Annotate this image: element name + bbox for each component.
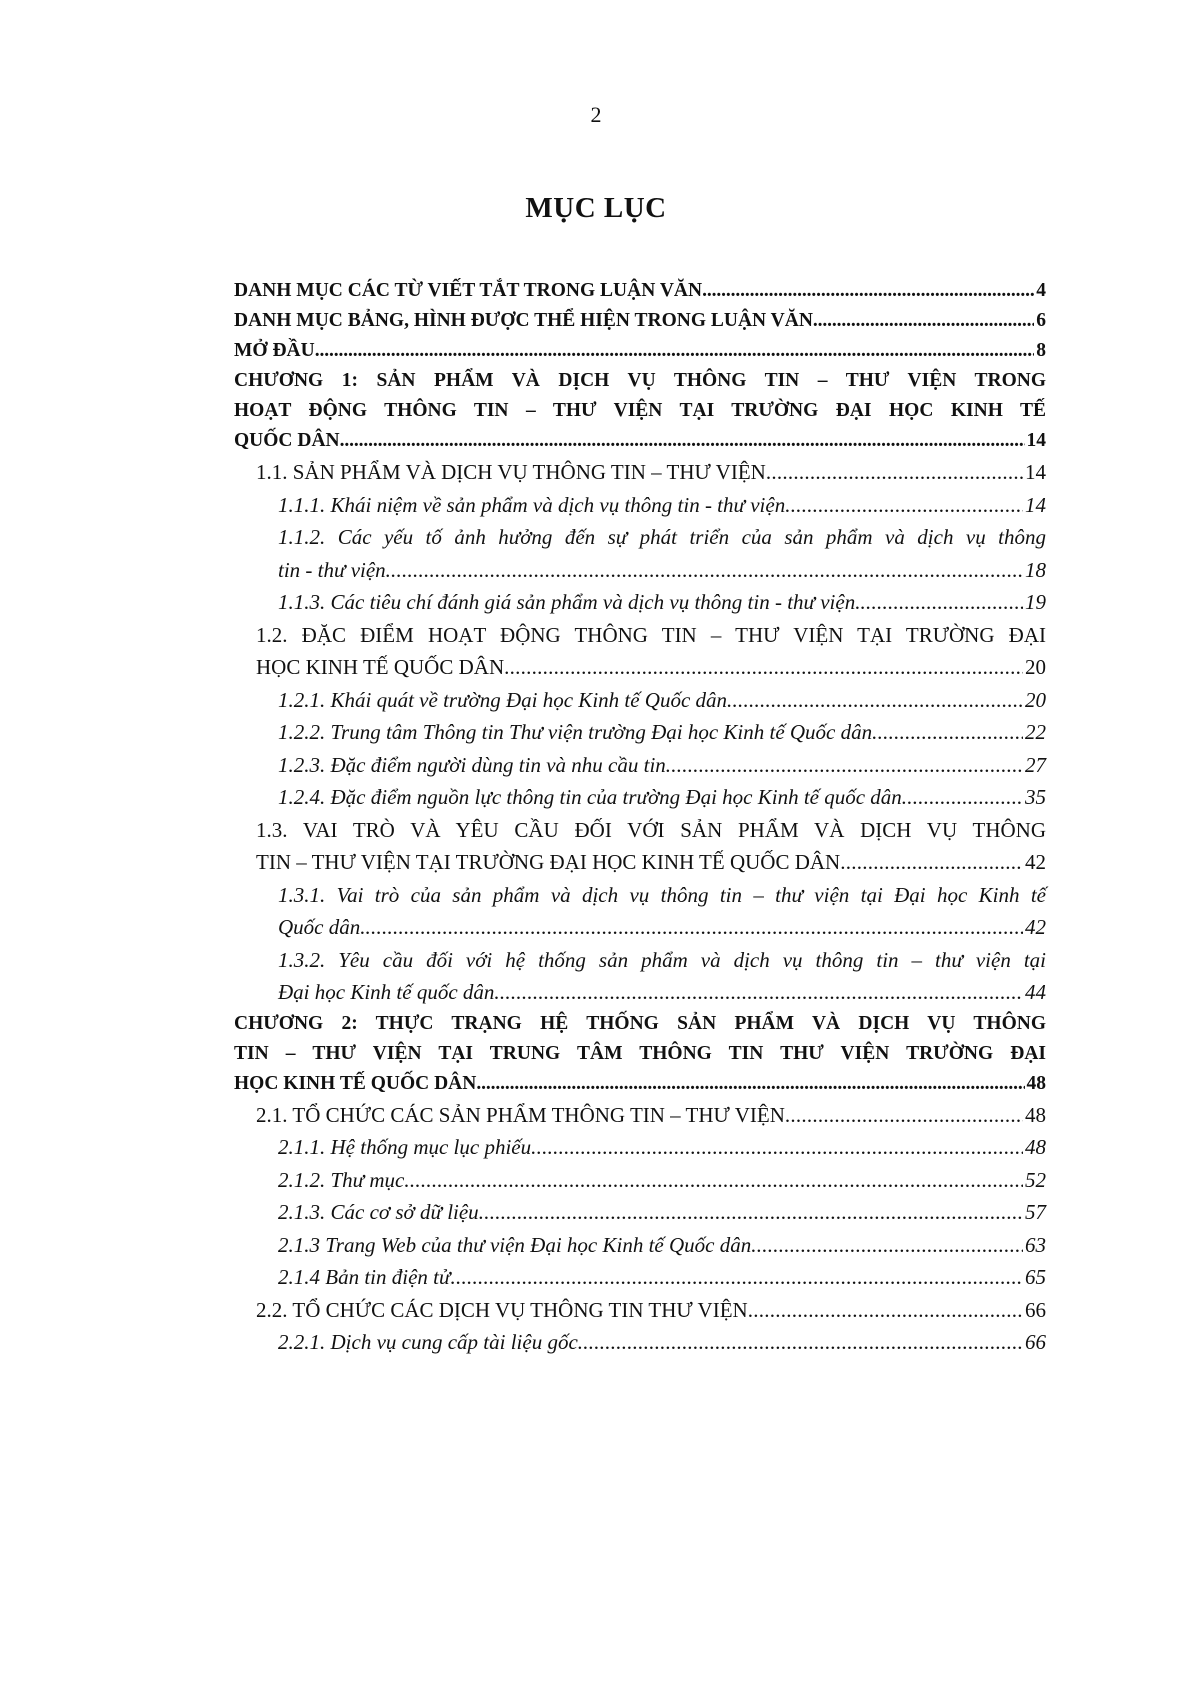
toc-entry[interactable] — [234, 489, 1046, 522]
dot-leader — [315, 336, 1035, 366]
toc-entry-page: 42 — [1025, 915, 1046, 939]
dot-leader — [578, 1326, 1023, 1359]
toc-entry-title: 1.2.3. Đặc điểm người dùng tin và nhu cầu tin — [278, 752, 666, 777]
dot-leader — [902, 781, 1023, 814]
toc-entry-page: 20 — [1025, 655, 1046, 679]
toc-entry-title: TIN – THƯ VIỆN TẠI TRƯỜNG ĐẠI HỌC KINH TẾ QUỐC DÂN — [256, 850, 841, 874]
toc-entry-last-line — [278, 1131, 1046, 1164]
toc-entry-last-line — [278, 489, 1046, 522]
toc-entry-page: 4 — [1036, 280, 1046, 301]
toc-entry[interactable] — [234, 749, 1046, 782]
toc-entry-page: 66 — [1025, 1330, 1046, 1354]
dot-leader — [404, 1164, 1023, 1197]
toc-entry-page: 14 — [1025, 460, 1046, 484]
toc-entry[interactable] — [234, 1009, 1046, 1099]
dot-leader — [766, 456, 1023, 489]
toc-entry-last-line — [256, 1294, 1046, 1327]
toc-entry[interactable] — [234, 944, 1046, 1009]
toc-entry-page: 27 — [1025, 752, 1046, 777]
toc-entry-title: Đại học Kinh tế quốc dân — [278, 980, 495, 1004]
toc-entry-line: 1.3.1. Vai trò của sản phẩm và dịch vụ thông tin – thư viện tại Đại học Kinh tế — [278, 882, 1046, 907]
toc-entry-last-line — [234, 1069, 1046, 1099]
toc-entry-title: 2.1. TỔ CHỨC CÁC SẢN PHẨM THÔNG TIN – THƯ VIỆN — [256, 1102, 785, 1127]
toc-entry-page: 22 — [1025, 720, 1046, 744]
toc-entry-line: 1.2. ĐẶC ĐIỂM HOẠT ĐỘNG THÔNG TIN – THƯ VIỆN TẠI TRƯỜNG ĐẠI — [256, 622, 1046, 647]
toc-entry[interactable] — [234, 1164, 1046, 1197]
toc-entry-title: 1.2.1. Khái quát về trường Đại học Kinh tế Quốc dân — [278, 687, 728, 712]
dot-leader — [840, 846, 1023, 879]
dot-leader — [727, 684, 1023, 717]
toc-entry[interactable] — [234, 1261, 1046, 1294]
toc-entry-title: DANH MỤC CÁC TỪ VIẾT TẮT TRONG LUẬN VĂN — [234, 280, 703, 301]
toc-entry-last-line — [278, 586, 1046, 619]
toc-entry-last-line — [256, 456, 1046, 489]
dot-leader — [702, 276, 1034, 306]
dot-leader — [479, 1196, 1023, 1229]
toc-entry[interactable] — [234, 456, 1046, 489]
toc-entry-title: 1.1.1. Khái niệm về sản phẩm và dịch vụ thông tin - thư viện — [278, 492, 786, 517]
toc-entry-page: 48 — [1025, 1102, 1046, 1127]
toc-entry-page: 57 — [1025, 1200, 1046, 1224]
toc-title: MỤC LỤC — [525, 192, 667, 224]
dot-leader — [504, 651, 1023, 684]
dot-leader — [391, 554, 1023, 587]
toc-entry-page: 48 — [1026, 1072, 1046, 1094]
toc-entry-line: CHƯƠNG 2: THỰC TRẠNG HỆ THỐNG SẢN PHẨM VÀ DỊCH VỤ THÔNG — [234, 1012, 1046, 1034]
toc-entry-last-line — [278, 716, 1046, 749]
toc-entry-last-line — [234, 336, 1046, 366]
toc-entry-title: HỌC KINH TẾ QUỐC DÂN — [234, 1072, 477, 1094]
toc-entry-last-line — [278, 1326, 1046, 1359]
toc-entry[interactable] — [234, 1326, 1046, 1359]
dot-leader — [494, 976, 1023, 1009]
page-number: 2 — [590, 102, 602, 127]
toc-entry-last-line — [234, 276, 1046, 306]
toc-entry-last-line — [278, 554, 1046, 587]
toc-entry-title: 2.1.3 Trang Web của thư viện Đại học Kinh tế Quốc dân — [278, 1232, 752, 1257]
toc-entry-line: 1.1.2. Các yếu tố ảnh hưởng đến sự phát triển của sản phẩm và dịch vụ thông — [278, 525, 1046, 549]
toc-entry[interactable] — [234, 1099, 1046, 1132]
dot-leader — [450, 1261, 1023, 1294]
toc-entry[interactable] — [234, 521, 1046, 586]
dot-leader — [813, 306, 1034, 336]
toc-entry-page: 18 — [1025, 557, 1046, 582]
toc-entry-title: 1.1.3. Các tiêu chí đánh giá sản phẩm và dịch vụ thông tin - thư viện. — [278, 590, 861, 614]
toc-entry-page: 14 — [1025, 492, 1046, 517]
toc-entry-title: DANH MỤC BẢNG, HÌNH ĐƯỢC THỂ HIỆN TRONG LUẬN VĂN — [234, 310, 813, 331]
toc-entry[interactable] — [234, 781, 1046, 814]
toc-entry[interactable] — [234, 306, 1046, 336]
toc-entry-title: 2.2. TỔ CHỨC CÁC DỊCH VỤ THÔNG TIN THƯ VIỆN — [256, 1297, 748, 1322]
dot-leader — [666, 749, 1023, 782]
toc-entry-title: 2.1.2. Thư mục — [278, 1167, 405, 1192]
dot-leader — [751, 1229, 1023, 1262]
toc-entry-last-line — [278, 1261, 1046, 1294]
toc-entry-page: 48 — [1025, 1135, 1046, 1159]
dot-leader — [366, 911, 1024, 944]
toc-entry-title: HỌC KINH TẾ QUỐC DÂN — [256, 655, 505, 679]
toc-entry-page: 35 — [1025, 785, 1046, 809]
toc-entry-page: 14 — [1026, 430, 1046, 451]
toc-entry-last-line — [278, 684, 1046, 717]
toc-entry-last-line — [278, 1229, 1046, 1262]
toc-entry[interactable] — [234, 1294, 1046, 1327]
toc-entry[interactable] — [234, 586, 1046, 619]
toc-entry-title: 2.1.1. Hệ thống mục lục phiếu — [278, 1135, 532, 1159]
toc-entry-last-line — [278, 1196, 1046, 1229]
toc-entry-title: 2.2.1. Dịch vụ cung cấp tài liệu gốc — [278, 1330, 578, 1354]
dot-leader — [860, 586, 1023, 619]
dot-leader — [748, 1294, 1023, 1327]
toc-entry-title: 1.2.4. Đặc điểm nguồn lực thông tin của trường Đại học Kinh tế quốc dân — [278, 785, 902, 809]
toc-entry-last-line — [278, 911, 1046, 944]
toc-entry-line: 1.3. VAI TRÒ VÀ YÊU CẦU ĐỐI VỚI SẢN PHẨM VÀ DỊCH VỤ THÔNG — [256, 817, 1046, 842]
toc-entry[interactable] — [234, 336, 1046, 366]
toc-entry-last-line — [256, 1099, 1046, 1132]
toc-entry-last-line — [256, 846, 1046, 879]
toc-entry-line: HOẠT ĐỘNG THÔNG TIN – THƯ VIỆN TẠI TRƯỜNG ĐẠI HỌC KINH TẾ — [234, 400, 1046, 421]
toc-entry-last-line — [278, 1164, 1046, 1197]
toc-entry-last-line — [234, 306, 1046, 336]
dot-leader — [785, 1099, 1023, 1132]
toc-entry[interactable] — [234, 1229, 1046, 1262]
toc-entry[interactable] — [234, 1131, 1046, 1164]
toc-entry-title: tin - thư viện. — [278, 557, 391, 582]
toc-entry[interactable] — [234, 1196, 1046, 1229]
toc-entry-last-line — [278, 781, 1046, 814]
dot-leader — [476, 1069, 1024, 1099]
toc-entry-line: CHƯƠNG 1: SẢN PHẨM VÀ DỊCH VỤ THÔNG TIN – THƯ VIỆN TRONG — [234, 370, 1046, 391]
toc-entry-line: 1.3.2. Yêu cầu đối với hệ thống sản phẩm và dịch vụ thông tin – thư viện tại — [278, 947, 1046, 972]
toc-entry-title: Quốc dân. — [278, 915, 366, 939]
toc-entry[interactable] — [234, 716, 1046, 749]
table-of-contents — [234, 276, 1046, 1359]
toc-entry-title: 1.2.2. Trung tâm Thông tin Thư viện trường Đại học Kinh tế Quốc dân — [278, 720, 873, 744]
toc-entry-page: 6 — [1036, 310, 1046, 331]
toc-entry-page: 52 — [1025, 1167, 1046, 1192]
toc-entry-page: 19 — [1025, 590, 1046, 614]
toc-entry-title: 2.1.3. Các cơ sở dữ liệu — [278, 1200, 479, 1224]
toc-entry-line: TIN – THƯ VIỆN TẠI TRUNG TÂM THÔNG TIN THƯ VIỆN TRƯỜNG ĐẠI — [234, 1042, 1046, 1064]
toc-entry-page: 63 — [1025, 1232, 1046, 1257]
dot-leader — [340, 426, 1025, 456]
toc-entry[interactable] — [234, 814, 1046, 879]
toc-entry-title: QUỐC DÂN — [234, 430, 340, 451]
toc-entry-last-line — [278, 749, 1046, 782]
toc-entry[interactable] — [234, 684, 1046, 717]
toc-entry[interactable] — [234, 619, 1046, 684]
dot-leader — [531, 1131, 1023, 1164]
toc-entry-page: 44 — [1025, 980, 1046, 1004]
toc-entry-page: 42 — [1025, 850, 1046, 874]
toc-entry-last-line — [278, 976, 1046, 1009]
dot-leader — [785, 489, 1023, 522]
toc-entry-page: 20 — [1025, 687, 1046, 712]
toc-entry-last-line — [256, 651, 1046, 684]
toc-entry[interactable] — [234, 879, 1046, 944]
toc-entry[interactable] — [234, 366, 1046, 456]
toc-entry-page: 8 — [1036, 340, 1046, 361]
toc-entry-page: 65 — [1025, 1265, 1046, 1289]
dot-leader — [872, 716, 1023, 749]
toc-entry-title: MỞ ĐẦU — [234, 340, 315, 361]
toc-entry-page: 66 — [1025, 1297, 1046, 1322]
toc-entry-title: 2.1.4 Bản tin điện tử — [278, 1265, 451, 1289]
toc-entry[interactable] — [234, 276, 1046, 306]
toc-entry-last-line — [234, 426, 1046, 456]
toc-entry-title: 1.1. SẢN PHẨM VÀ DỊCH VỤ THÔNG TIN – THƯ VIỆN — [256, 460, 766, 484]
